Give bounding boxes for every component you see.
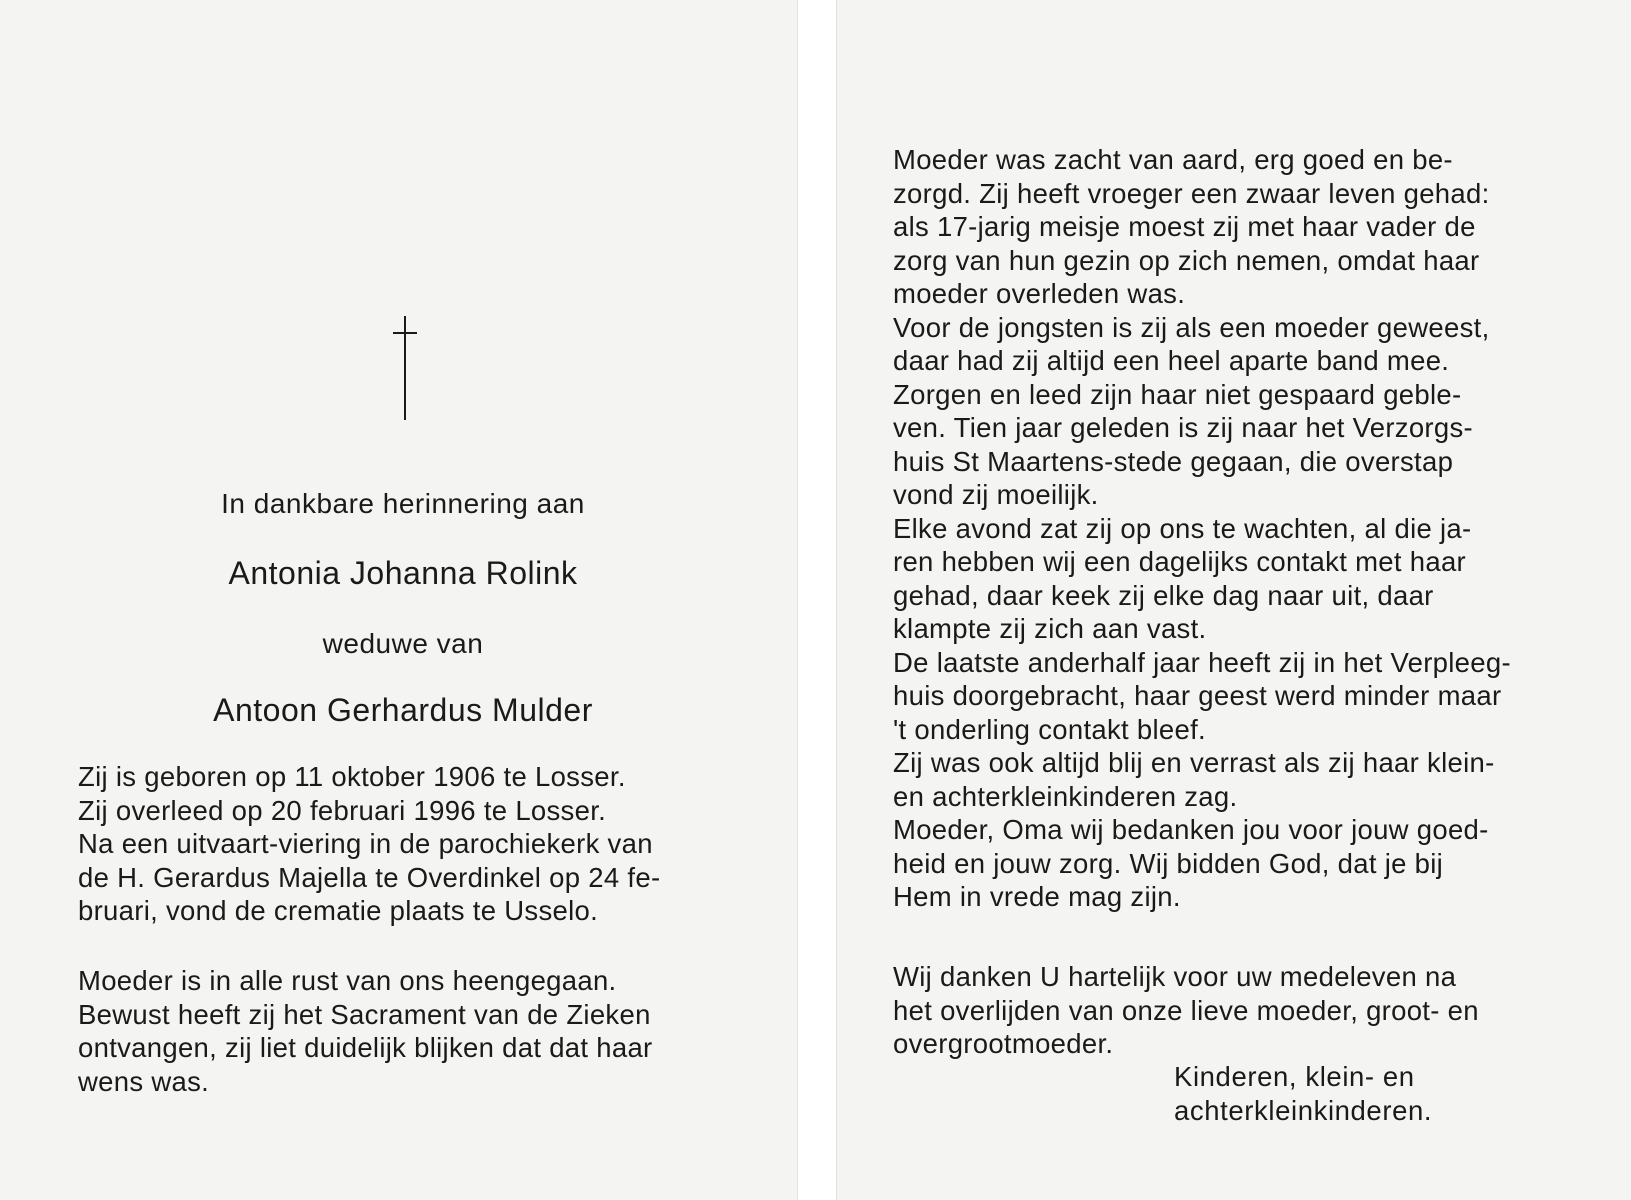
deceased-name: Antonia Johanna Rolink [228,555,578,591]
spouse-name: Antoon Gerhardus Mulder [213,692,593,728]
widow-of-text: weduwe van [322,628,484,659]
life-details-line: de H. Gerardus Majella te Overdinkel op 24 fe- [78,861,661,893]
signature-line: achterkleinkinderen. [1174,1095,1433,1126]
rest-paragraph-line: Bewust heeft zij het Sacrament van de Zieken [78,998,651,1030]
memory-line: ven. Tien jaar geleden is zij naar het Verzorgs- [893,412,1473,443]
left-card [0,0,798,1200]
memory-line: vond zij moeilijk. [893,479,1099,510]
memory-paragraph [893,143,1545,914]
memory-line: Hem in vrede mag zijn. [893,881,1181,912]
intro-text: In dankbare herinnering aan [221,488,585,519]
cross-icon [393,316,417,420]
thanks-paragraph [893,960,1545,1061]
memory-line: zorg van hun gezin op zich nemen, omdat haar [893,244,1480,276]
life-details [78,760,730,928]
signature [1174,1060,1432,1128]
life-details-line: bruari, vond de crematie plaats te Usselo. [78,895,599,926]
memory-line: Zij was ook altijd blij en verrast als zij haar klein- [893,747,1495,778]
memory-line: Voor de jongsten is zij als een moeder geweest, [893,311,1490,343]
thanks-line: Wij danken U hartelijk voor uw medeleven na [893,961,1457,992]
memory-line: ren hebben wij een dagelijks contakt met haar [893,546,1467,577]
memory-line: Moeder was zacht van aard, erg goed en be- [893,144,1453,175]
memory-line: 't onderling contakt bleef. [893,713,1206,745]
memory-line: moeder overleden was. [893,278,1186,309]
memory-line: heid en jouw zorg. Wij bidden God, dat je bij [893,847,1444,879]
rest-paragraph-line: ontvangen, zij liet duidelijk blijken dat dat haar [78,1032,653,1063]
life-details-line: Zij overleed op 20 februari 1996 te Losser. [78,794,607,826]
rest-paragraph [78,964,730,1098]
memory-line: en achterkleinkinderen zag. [893,780,1238,812]
memory-line: klampte zij zich aan vast. [893,613,1207,644]
thanks-line: het overlijden van onze lieve moeder, groot- en [893,994,1479,1026]
memory-line: huis St Maartens-stede gegaan, die overstap [893,445,1454,477]
memory-line: Moeder, Oma wij bedanken jou voor jouw goed- [893,814,1489,845]
memory-line: gehad, daar keek zij elke dag naar uit, daar [893,579,1434,611]
memory-line: als 17-jarig meisje moest zij met haar vader de [893,211,1476,242]
memory-line: De laatste anderhalf jaar heeft zij in het Verpleeg- [893,646,1511,678]
rest-paragraph-line: wens was. [78,1065,210,1097]
memory-line: daar had zij altijd een heel aparte band mee. [893,345,1450,376]
memory-line: Zorgen en leed zijn haar niet gespaard geble- [893,378,1462,410]
signature-line: Kinderen, klein- en [1174,1061,1415,1092]
memory-line: huis doorgebracht, haar geest werd minder maar [893,680,1502,711]
rest-paragraph-line: Moeder is in alle rust van ons heengegaan. [78,965,617,996]
life-details-line: Zij is geboren op 11 oktober 1906 te Losser. [78,761,626,792]
thanks-line: overgrootmoeder. [893,1028,1114,1059]
memory-line: Elke avond zat zij op ons te wachten, al die ja- [893,512,1472,544]
memory-line: zorgd. Zij heeft vroeger een zwaar leven gehad: [893,177,1490,209]
life-details-line: Na een uitvaart-viering in de parochiekerk van [78,828,653,859]
